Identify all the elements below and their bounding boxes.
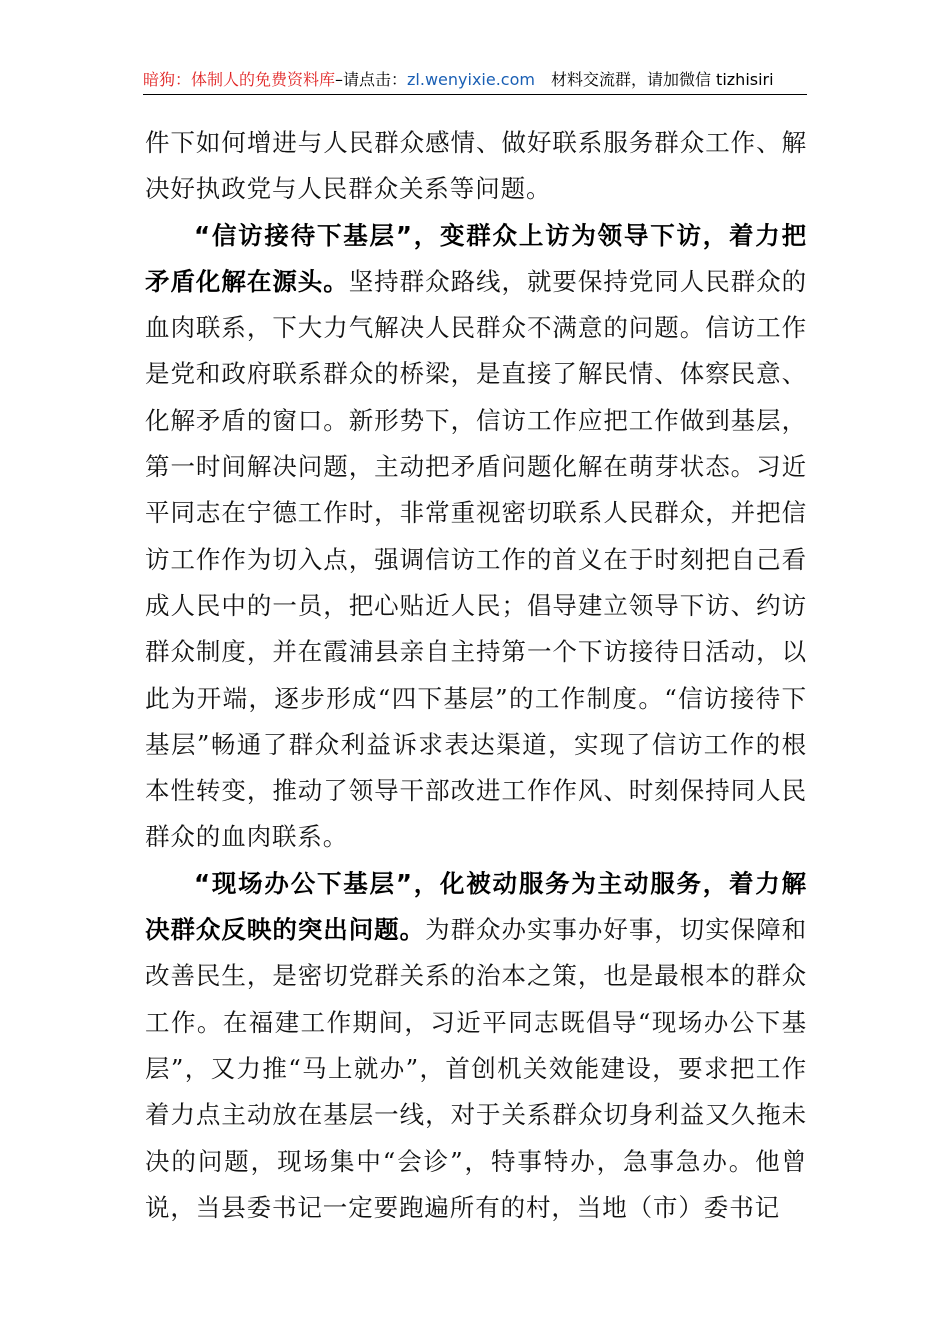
paragraph-lead-heading: “信访接待下基层”，变群众上访为领导下访，着力把矛盾化解在源头。	[145, 220, 807, 296]
paragraph-text: 为群众办实事办好事，切实保障和改善民生，是密切党群关系的治本之策，也是最根本的群众工作。在福建工作期间，习近平同志既倡导“现场办公下基层”，又力推“马上就办”，首创机关效能建设，要求把工作着力点主动放在基层一线，对于关系群众切身利益又久拖未决的问题，现场集中“会诊”，特事特办，急事急办。他曾说，当县委书记一定要跑遍所有的村，当地（市）委书记	[145, 915, 808, 1222]
header-url-link[interactable]: zl.wenyixie.com	[407, 70, 535, 89]
header-contact-text: 材料交流群，请加微信 tizhisiri	[550, 70, 774, 89]
paragraph-lead-heading: “现场办公下基层”，化被动服务为主动服务，着力解决群众反映的突出问题。	[145, 868, 807, 945]
page-header-banner	[143, 66, 807, 95]
document-body	[145, 120, 807, 1231]
paragraph-text: 件下如何增进与人民群众感情、做好联系服务群众工作、解决好执政党与人民群众关系等问题。	[145, 128, 807, 204]
paragraph-text: 坚持群众路线，就要保持党同人民群众的血肉联系，下大力气解决人民群众不满意的问题。信访工作是党和政府联系群众的桥梁，是直接了解民情、体察民意、化解矛盾的窗口。新形势下，信访工作应把工作做到基层，第一时间解决问题，主动把矛盾问题化解在萌芽状态。习近平同志在宁德工作时，非常重视密切联系人民群众，并把信访工作作为切入点，强调信访工作的首义在于时刻把自己看成人民中的一员，把心贴近人民；倡导建立领导下访、约访群众制度，并在霞浦县亲自主持第一个下访接待日活动，以此为开端，逐步形成“四下基层”的工作制度。“信访接待下基层”畅通了群众利益诉求表达渠道，实现了信访工作的根本性转变，推动了领导干部改进工作作风、时刻保持同人民群众的血肉联系。	[145, 266, 808, 852]
header-prompt-text: –请点击：	[335, 70, 408, 89]
paragraph-continuation	[145, 120, 807, 213]
paragraph-petition-reception	[145, 213, 807, 861]
header-brand-text: 暗狗：体制人的免费资料库	[143, 70, 336, 89]
paragraph-onsite-office	[145, 861, 807, 1231]
